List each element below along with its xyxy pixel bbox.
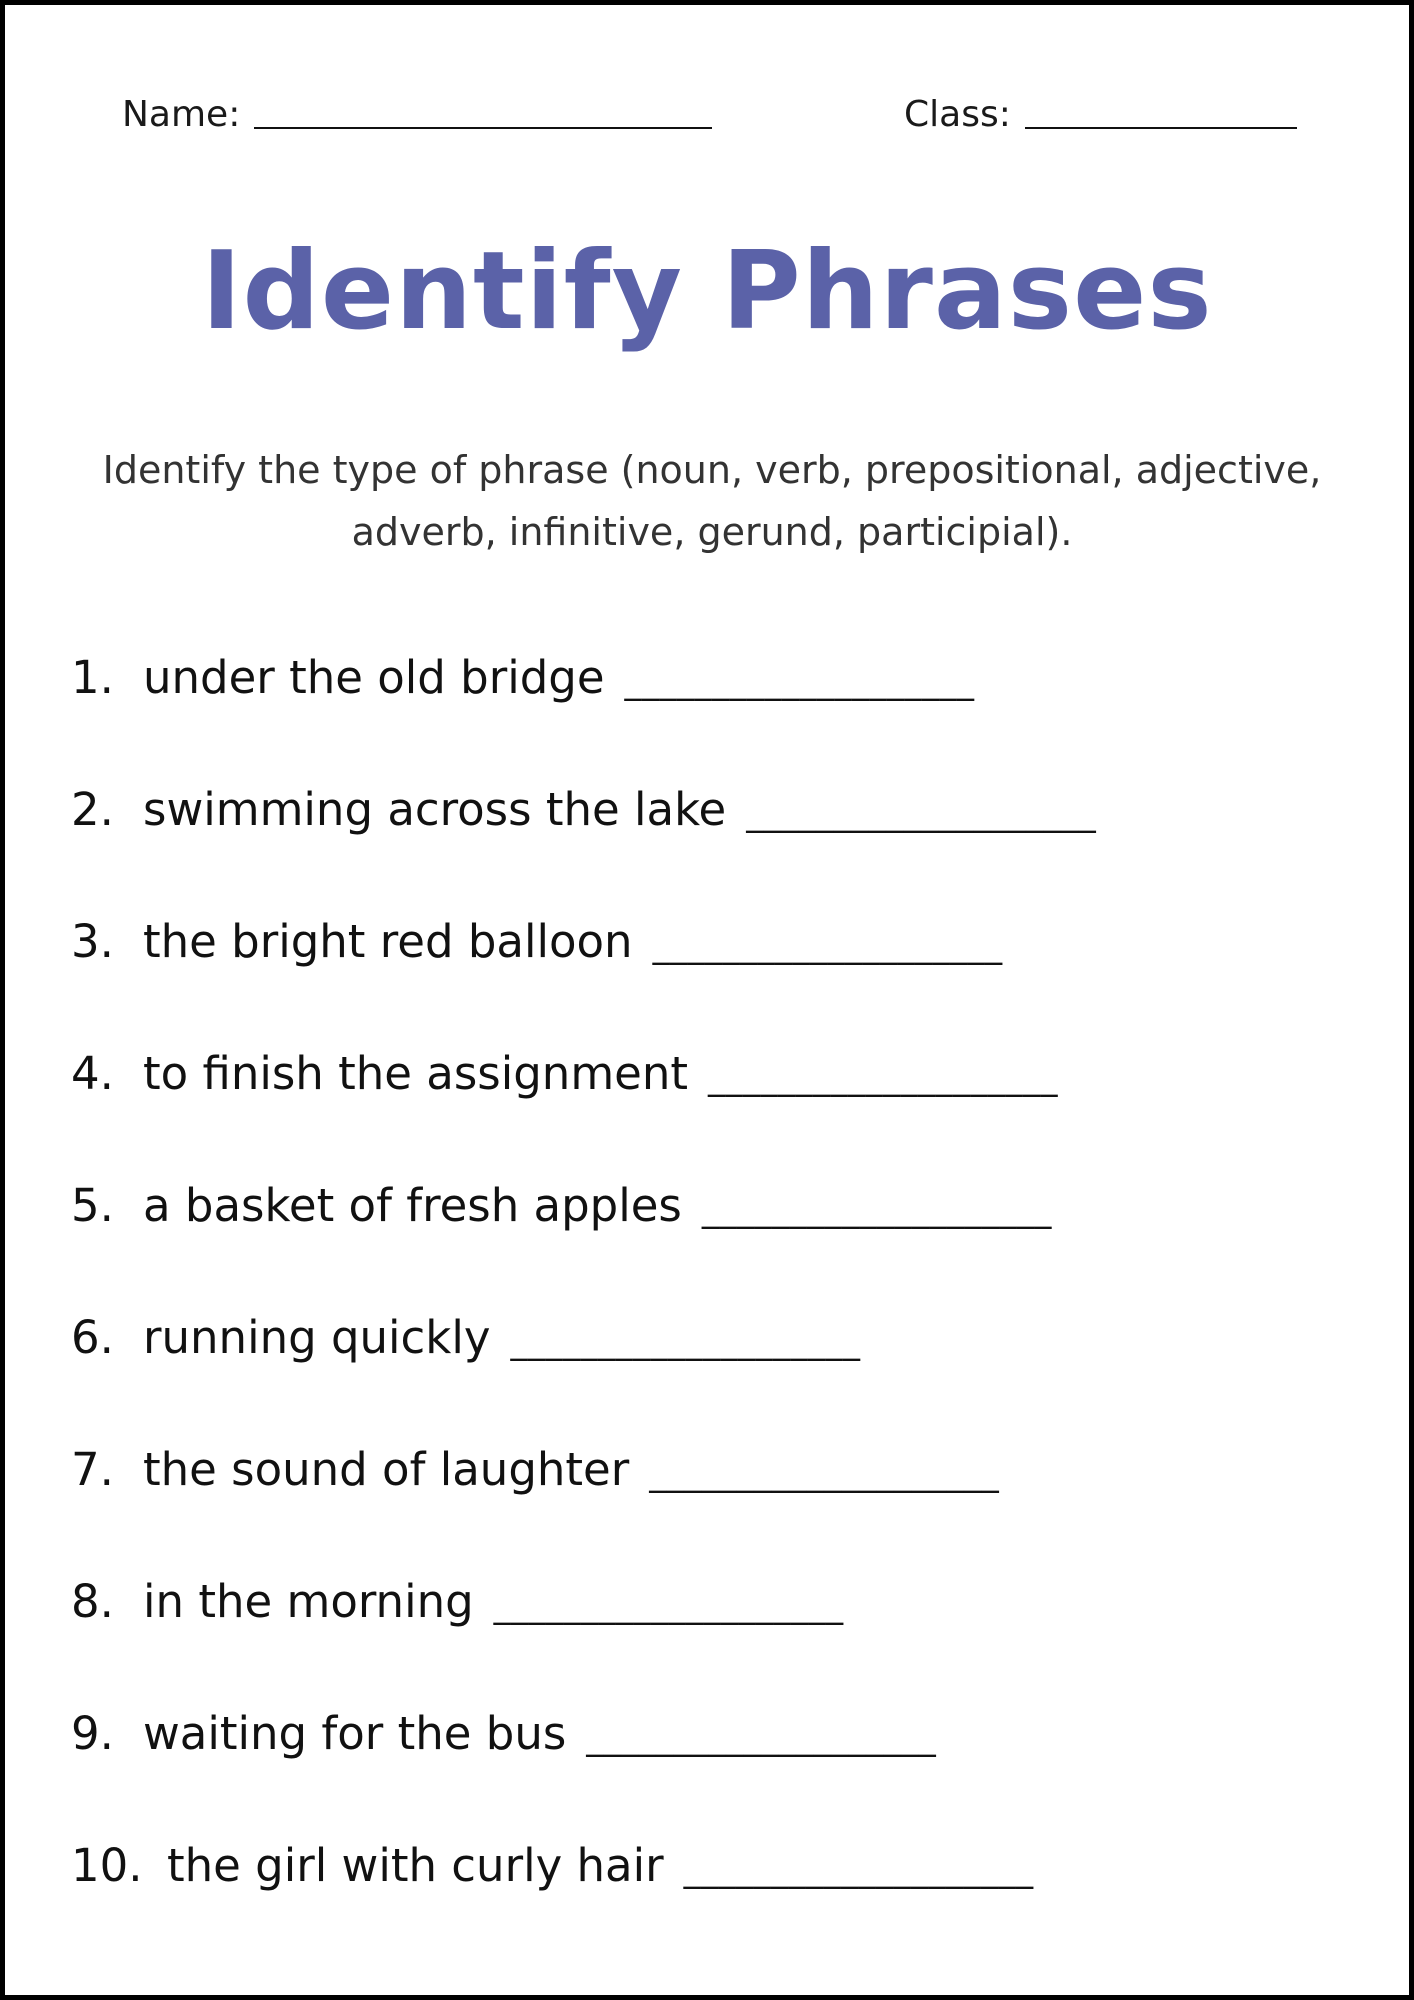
question-item [71, 643, 1351, 775]
class-label: Class: [904, 94, 1011, 135]
question-text: the sound of laughter [143, 1443, 630, 1496]
question-text: the girl with curly hair [167, 1839, 664, 1892]
page-title: Identify Phrases [201, 229, 1213, 354]
answer-blank: ____________________ [624, 662, 975, 702]
question-item [71, 775, 1351, 907]
name-field [122, 93, 712, 137]
answer-blank: ____________________ [746, 794, 1097, 834]
question-list [71, 643, 1351, 1963]
question-number: 5. [71, 1179, 114, 1232]
question-text: running quickly [143, 1311, 491, 1364]
answer-blank: ____________________ [649, 1454, 1000, 1494]
question-text: the bright red balloon [143, 915, 633, 968]
question-item [71, 1171, 1351, 1303]
question-text: a basket of fresh apples [143, 1179, 682, 1232]
question-text: waiting for the bus [143, 1707, 567, 1760]
question-item [71, 907, 1351, 1039]
question-number: 7. [71, 1443, 114, 1496]
question-text: under the old bridge [143, 651, 605, 704]
question-number: 1. [71, 651, 114, 704]
question-number: 2. [71, 783, 114, 836]
class-line [1025, 127, 1297, 129]
question-item [71, 1039, 1351, 1171]
answer-blank: ____________________ [708, 1058, 1059, 1098]
question-item [71, 1303, 1351, 1435]
header-row [5, 93, 1409, 143]
question-number: 8. [71, 1575, 114, 1628]
question-item [71, 1435, 1351, 1567]
question-text: swimming across the lake [143, 783, 727, 836]
question-number: 4. [71, 1047, 114, 1100]
question-number: 6. [71, 1311, 114, 1364]
answer-blank: ____________________ [683, 1850, 1034, 1890]
instructions: Identify the type of phrase (noun, verb, prepositional, adjective, adverb, infinitive, gerund, participial). [102, 448, 1322, 554]
question-item [71, 1699, 1351, 1831]
name-line [254, 127, 712, 129]
question-number: 9. [71, 1707, 114, 1760]
name-label: Name: [122, 94, 241, 135]
answer-blank: ____________________ [510, 1322, 861, 1362]
class-field [904, 93, 1297, 137]
answer-blank: ____________________ [652, 926, 1003, 966]
question-text: to finish the assignment [143, 1047, 689, 1100]
answer-blank: ____________________ [701, 1190, 1052, 1230]
question-number: 10. [71, 1839, 143, 1892]
question-item [71, 1831, 1351, 1963]
question-text: in the morning [143, 1575, 474, 1628]
question-number: 3. [71, 915, 114, 968]
question-item [71, 1567, 1351, 1699]
answer-blank: ____________________ [493, 1586, 844, 1626]
answer-blank: ____________________ [586, 1718, 937, 1758]
